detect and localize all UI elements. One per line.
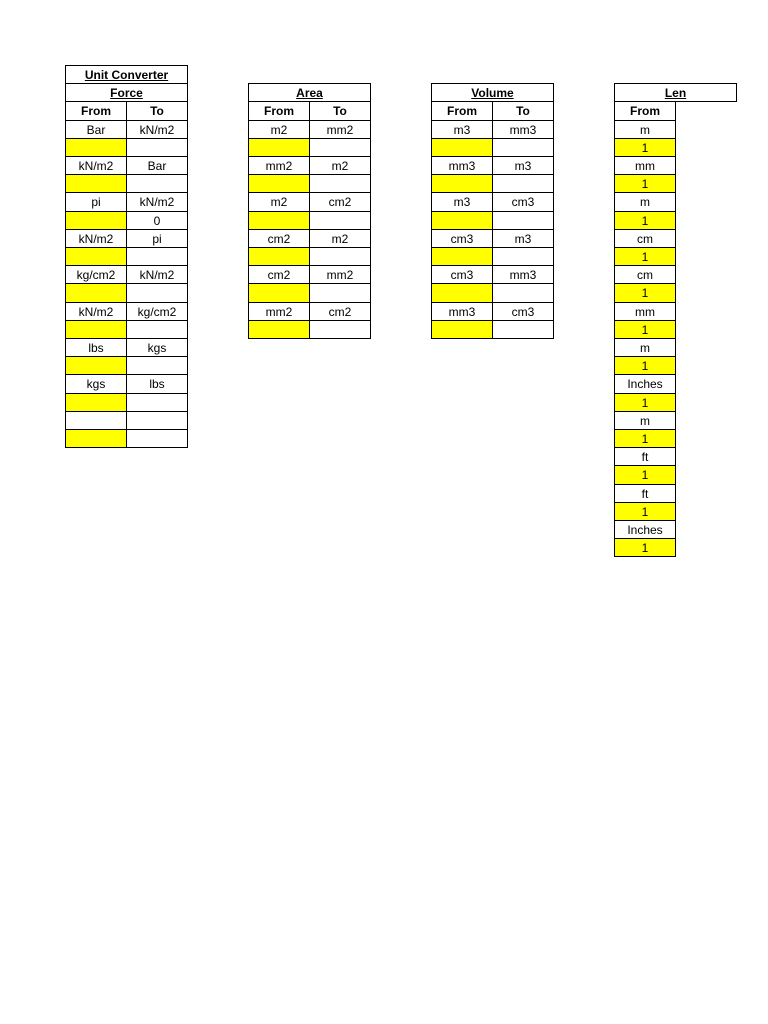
unit-cell-to: mm3	[492, 265, 554, 284]
unit-cell-from: mm3	[431, 302, 493, 321]
sheet-title: Unit Converter	[65, 65, 188, 84]
unit-cell-to: m2	[309, 229, 371, 248]
unit-cell-from: cm	[614, 265, 676, 284]
unit-cell-from: kN/m2	[65, 229, 127, 248]
result-cell-to	[492, 174, 554, 193]
table-area-heading: Area	[248, 83, 371, 102]
input-cell-from[interactable]: 1	[614, 538, 676, 557]
unit-cell-from: mm3	[431, 156, 493, 175]
unit-cell-to: mm3	[492, 120, 554, 139]
unit-cell-from: Bar	[65, 120, 127, 139]
input-cell-from[interactable]	[431, 138, 493, 157]
result-cell-to	[492, 247, 554, 266]
unit-cell-to: lbs	[126, 374, 188, 393]
result-cell-to	[309, 320, 371, 339]
input-cell-from[interactable]: 1	[614, 283, 676, 302]
column-header-to: To	[492, 101, 554, 120]
input-cell-from[interactable]	[431, 211, 493, 230]
unit-cell-from: kN/m2	[65, 302, 127, 321]
unit-cell-from: kN/m2	[65, 156, 127, 175]
unit-cell-from: mm2	[248, 302, 310, 321]
unit-cell-from: m	[614, 338, 676, 357]
input-cell-from[interactable]	[65, 320, 127, 339]
unit-cell-to: Bar	[126, 156, 188, 175]
unit-cell-to: m3	[492, 229, 554, 248]
unit-cell-from: m2	[248, 120, 310, 139]
unit-cell-from	[65, 411, 127, 430]
input-cell-from[interactable]: 1	[614, 393, 676, 412]
column-header-to: To	[126, 101, 188, 120]
table-length-heading: Len	[614, 83, 737, 102]
unit-cell-from: m3	[431, 192, 493, 211]
unit-cell-from: ft	[614, 447, 676, 466]
input-cell-from[interactable]	[431, 247, 493, 266]
input-cell-from[interactable]	[65, 247, 127, 266]
result-cell-to	[126, 174, 188, 193]
result-cell-to	[126, 283, 188, 302]
input-cell-from[interactable]	[65, 174, 127, 193]
input-cell-from[interactable]	[65, 393, 127, 412]
input-cell-from[interactable]: 1	[614, 429, 676, 448]
input-cell-from[interactable]	[65, 138, 127, 157]
input-cell-from[interactable]	[431, 174, 493, 193]
input-cell-from[interactable]	[65, 356, 127, 375]
input-cell-from[interactable]: 1	[614, 138, 676, 157]
unit-cell-from: pi	[65, 192, 127, 211]
table-force-heading: Force	[65, 83, 188, 102]
result-cell-to	[126, 320, 188, 339]
input-cell-from[interactable]	[248, 320, 310, 339]
result-cell-to	[126, 393, 188, 412]
unit-cell-from: cm3	[431, 265, 493, 284]
unit-cell-from: kg/cm2	[65, 265, 127, 284]
result-cell-to	[309, 247, 371, 266]
result-cell-to	[492, 211, 554, 230]
column-header-to: To	[309, 101, 371, 120]
unit-cell-from: lbs	[65, 338, 127, 357]
unit-cell-to: m3	[492, 156, 554, 175]
unit-cell-to: cm3	[492, 192, 554, 211]
unit-cell-to: cm2	[309, 302, 371, 321]
input-cell-from[interactable]	[65, 429, 127, 448]
unit-cell-to: cm3	[492, 302, 554, 321]
unit-cell-from: mm2	[248, 156, 310, 175]
result-cell-to: 0	[126, 211, 188, 230]
input-cell-from[interactable]: 1	[614, 211, 676, 230]
unit-cell-to: kg/cm2	[126, 302, 188, 321]
column-header-from: From	[65, 101, 127, 120]
input-cell-from[interactable]: 1	[614, 174, 676, 193]
unit-cell-to: mm2	[309, 265, 371, 284]
result-cell-to	[492, 138, 554, 157]
unit-cell-from: m2	[248, 192, 310, 211]
input-cell-from[interactable]	[248, 247, 310, 266]
result-cell-to	[309, 174, 371, 193]
result-cell-to	[309, 211, 371, 230]
unit-cell-from: cm2	[248, 229, 310, 248]
input-cell-from[interactable]	[248, 138, 310, 157]
column-header-from: From	[248, 101, 310, 120]
table-volume-heading: Volume	[431, 83, 554, 102]
table-length-clip	[614, 0, 687, 1024]
input-cell-from[interactable]: 1	[614, 356, 676, 375]
unit-cell-from: cm	[614, 229, 676, 248]
unit-cell-to: mm2	[309, 120, 371, 139]
result-cell-to	[492, 320, 554, 339]
unit-cell-to: kN/m2	[126, 265, 188, 284]
input-cell-from[interactable]	[65, 283, 127, 302]
result-cell-to	[126, 429, 188, 448]
unit-cell-from: cm2	[248, 265, 310, 284]
column-header-from: From	[614, 101, 676, 120]
unit-cell-from: m	[614, 411, 676, 430]
unit-cell-from: m3	[431, 120, 493, 139]
column-header-from: From	[431, 101, 493, 120]
unit-cell-to: kgs	[126, 338, 188, 357]
input-cell-from[interactable]	[248, 174, 310, 193]
result-cell-to	[126, 356, 188, 375]
unit-cell-from: kgs	[65, 374, 127, 393]
input-cell-from[interactable]	[431, 320, 493, 339]
unit-cell-from: Inches	[614, 520, 676, 539]
input-cell-from[interactable]	[248, 283, 310, 302]
unit-cell-from: m	[614, 120, 676, 139]
unit-cell-to	[126, 411, 188, 430]
result-cell-to	[309, 138, 371, 157]
unit-cell-to: cm2	[309, 192, 371, 211]
result-cell-to	[126, 138, 188, 157]
input-cell-from[interactable]: 1	[614, 247, 676, 266]
input-cell-from[interactable]: 1	[614, 465, 676, 484]
unit-cell-from: ft	[614, 484, 676, 503]
result-cell-to	[126, 247, 188, 266]
input-cell-from[interactable]	[248, 211, 310, 230]
input-cell-from[interactable]	[65, 211, 127, 230]
unit-cell-from: m	[614, 192, 676, 211]
input-cell-from[interactable]: 1	[614, 502, 676, 521]
unit-cell-to: pi	[126, 229, 188, 248]
unit-cell-from: mm	[614, 156, 676, 175]
unit-cell-to: kN/m2	[126, 192, 188, 211]
unit-cell-from: cm3	[431, 229, 493, 248]
unit-cell-from: Inches	[614, 374, 676, 393]
input-cell-from[interactable]	[431, 283, 493, 302]
unit-cell-from: mm	[614, 302, 676, 321]
unit-cell-to: kN/m2	[126, 120, 188, 139]
unit-cell-to: m2	[309, 156, 371, 175]
result-cell-to	[309, 283, 371, 302]
result-cell-to	[492, 283, 554, 302]
input-cell-from[interactable]: 1	[614, 320, 676, 339]
